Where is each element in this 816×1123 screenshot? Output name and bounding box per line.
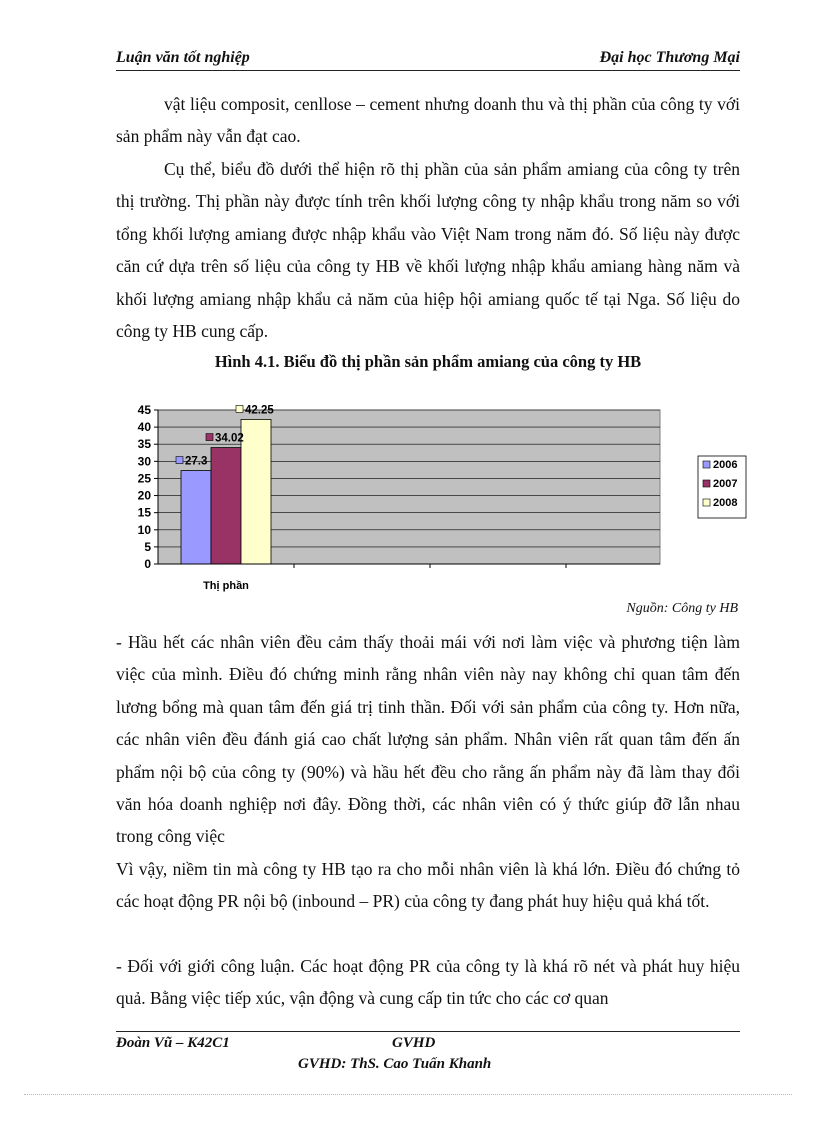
legend-label-2007: 2007 <box>713 478 738 490</box>
legend-label-2006: 2006 <box>713 459 738 471</box>
y-axis-ticks <box>138 403 158 571</box>
x-category-label: Thị phần <box>203 580 249 592</box>
ytick-label-45: 45 <box>137 403 151 417</box>
ytick-label-35: 35 <box>137 437 151 452</box>
paragraph-5: - Đối với giới công luận. Các hoạt động PR của công ty là khá rõ nét và phát huy hiệu quả. Bằng việc tiếp xúc, vận động và cung cấp tin tức cho các cơ quan <box>116 956 740 1009</box>
footer-gvhd-short: GVHD <box>392 1035 436 1051</box>
data-label-2008: 42.25 <box>245 404 274 417</box>
header-thesis-label: Luận văn tốt nghiệp <box>116 49 250 66</box>
legend-label-2008: 2008 <box>713 497 738 509</box>
ytick-label-15: 15 <box>137 505 151 520</box>
figure-title: Hình 4.1. Biểu đồ thị phần sản phẩm amiang của công ty HB <box>214 352 642 371</box>
market-share-chart <box>118 390 768 595</box>
footer-author: Đoàn Vũ – K42C1 <box>116 1035 230 1051</box>
bar-2008 <box>241 419 271 564</box>
paragraph-3: - Hầu hết các nhân viên đều cảm thấy thoải mái với nơi làm việc và phương tiện làm việc của mình. Điều đó chứng minh rằng nhân viên này nay không chỉ quan tâm đến lương bổng mà quan tâm đến giá trị tinh thần. Đối với sản phẩm của công ty. Hơn nữa, các nhân viên đều đánh giá cao chất lượng sản phẩm. Nhân viên rất quan tâm đến ấn phẩm nội bộ của công ty (90%) và hầu hết đều cho rằng ấn phẩm này đã làm thay đổi văn hóa doanh nghiệp nơi đây. Đồng thời, các nhân viên có ý thức giúp đỡ lẫn nhau trong công việc <box>116 632 740 847</box>
footer-gvhd-full: GVHD: ThS. Cao Tuấn Khanh <box>298 1056 492 1072</box>
page-bottom-border <box>24 1094 792 1095</box>
paragraph-2: Cụ thể, biểu đồ dưới thể hiện rõ thị phần của sản phẩm amiang của công ty trên thị trường. Thị phần này được tính trên khối lượng công ty nhập khẩu trong năm so với tổng khối lượng amiang được nhập khẩu vào Việt Nam trong năm đó. Số liệu này được căn cứ dựa trên số liệu của công ty HB về khối lượng nhập khẩu amiang hàng năm và khối lượng amiang nhập khẩu cả năm của hiệp hội amiang quốc tế tại Nga. Số liệu do công ty HB cung cấp. <box>116 159 740 342</box>
paragraph-4: Vì vậy, niềm tin mà công ty HB tạo ra cho mỗi nhân viên là khá lớn. Điều đó chứng tỏ các hoạt động PR nội bộ (inbound – PR) của công ty đang phát huy hiệu quả khá tốt. <box>116 859 740 912</box>
footer-divider <box>116 1031 740 1032</box>
ytick-label-30: 30 <box>137 454 151 469</box>
figure-source: Nguồn: Công ty HB <box>626 601 738 616</box>
data-label-key-2008 <box>236 405 243 412</box>
ytick-label-0: 0 <box>144 557 151 571</box>
header-divider <box>116 70 740 71</box>
data-label-key-2007 <box>206 434 213 441</box>
ytick-label-40: 40 <box>137 420 151 435</box>
chart-legend <box>698 456 746 518</box>
data-label-2006: 27.3 <box>185 455 208 468</box>
data-label-2007: 34.02 <box>215 432 244 445</box>
ytick-label-10: 10 <box>137 522 151 537</box>
legend-swatch-2006 <box>703 461 710 468</box>
bar-2007 <box>211 448 241 564</box>
legend-swatch-2008 <box>703 499 710 506</box>
ytick-label-25: 25 <box>137 471 151 486</box>
ytick-label-20: 20 <box>137 488 151 503</box>
bar-2006 <box>181 471 211 564</box>
data-label-key-2006 <box>176 457 183 464</box>
header-university-label: Đại học Thương Mại <box>599 49 740 66</box>
page-header <box>116 45 740 69</box>
ytick-label-5: 5 <box>144 539 151 554</box>
paragraph-1: vật liệu composit, cenllose – cement nhưng doanh thu và thị phần của công ty với sản phẩm này vẫn đạt cao. <box>116 94 740 147</box>
legend-swatch-2007 <box>703 480 710 487</box>
